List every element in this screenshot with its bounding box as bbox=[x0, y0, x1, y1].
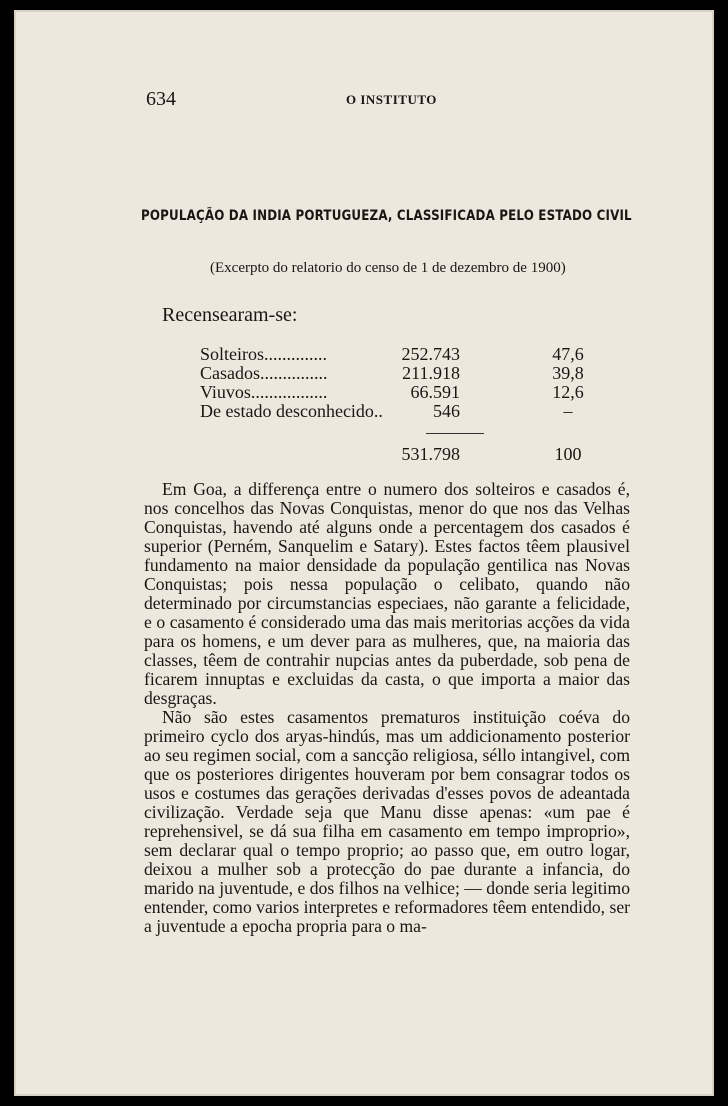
paragraph: Não são estes casamentos prematuros instituição coéva do primeiro cyclo dos aryas-hindús, mas um addicionamento posterior ao seu regimen social, com a sancção religiosa, séllo intangivel, com que os posteriores dirigentes houveram por bem consagrar todos os usos e costumes das gerações derivadas d'esses povos de adeantada civilização. Verdade seja que Manu disse apenas: «um pae é reprehensivel, se dá sua filha em casamento em tempo improprio», sem declarar qual o tempo proprio; ao passo que, em outro logar, deixou a mulher sob a protecção do pae durante a infancia, do marido na juventude, e dos filhos na velhice; — donde seria legitimo entender, como varios interpretes e reformadores têem entendido, ser a juventude a epocha propria para o ma- bbox=[144, 707, 630, 936]
total-rule bbox=[426, 433, 484, 434]
body-text bbox=[144, 480, 630, 936]
row-label: De estado desconhecido.. bbox=[200, 401, 383, 421]
row-label: Casados............... bbox=[200, 363, 328, 383]
row-label: Viuvos................. bbox=[200, 382, 328, 402]
paragraph: Em Goa, a differença entre o numero dos solteiros e casados é, nos concelhos das Novas Conquistas, menor do que nos das Velhas Conquistas, havendo até alguns onde a percentagem dos casados é superior (Perném, Sanquelim e Satary). Estes factos têem plausivel fundamento na maior densidade da população gentilica nas Novas Conquistas; pois nessa população o celibato, quando não determinado por circumstancias especiaes, não garante a felicidade, e o casamento é considerado uma das mais meritorias acções da vida para os homens, e um dever para as mulheres, que, na maioria das classes, têem de contrahir nupcias antes da puberdade, sob pena de ficarem innuptas e excluidas da casta, o que importa a maior das desgraças. bbox=[144, 479, 630, 708]
book-page bbox=[14, 10, 714, 1096]
table-row bbox=[200, 383, 620, 402]
census-table bbox=[200, 345, 620, 465]
row-value: 66.591 bbox=[410, 382, 460, 402]
row-value: 252.743 bbox=[401, 344, 460, 364]
row-percent: – bbox=[563, 401, 573, 421]
table-total bbox=[200, 443, 620, 465]
page-number: 634 bbox=[146, 88, 176, 110]
row-percent: 12,6 bbox=[552, 382, 584, 402]
table-row bbox=[200, 364, 620, 383]
row-percent: 47,6 bbox=[552, 344, 584, 364]
total-value: 531.798 bbox=[401, 444, 460, 464]
section-title: POPULAÇÃO DA INDIA PORTUGUEZA, CLASSIFICADA PELO ESTADO CIVIL bbox=[141, 208, 632, 224]
total-percent: 100 bbox=[554, 444, 582, 464]
row-label: Solteiros.............. bbox=[200, 344, 328, 364]
row-percent: 39,8 bbox=[552, 363, 584, 383]
row-value: 546 bbox=[433, 401, 460, 421]
running-header: O INSTITUTO bbox=[346, 92, 437, 107]
row-value: 211.918 bbox=[402, 363, 460, 383]
table-row bbox=[200, 402, 620, 421]
section-subtitle: (Excerpto do relatorio do censo de 1 de dezembro de 1900) bbox=[210, 260, 566, 276]
table-row bbox=[200, 345, 620, 364]
intro-line: Recensearam-se: bbox=[162, 304, 298, 326]
